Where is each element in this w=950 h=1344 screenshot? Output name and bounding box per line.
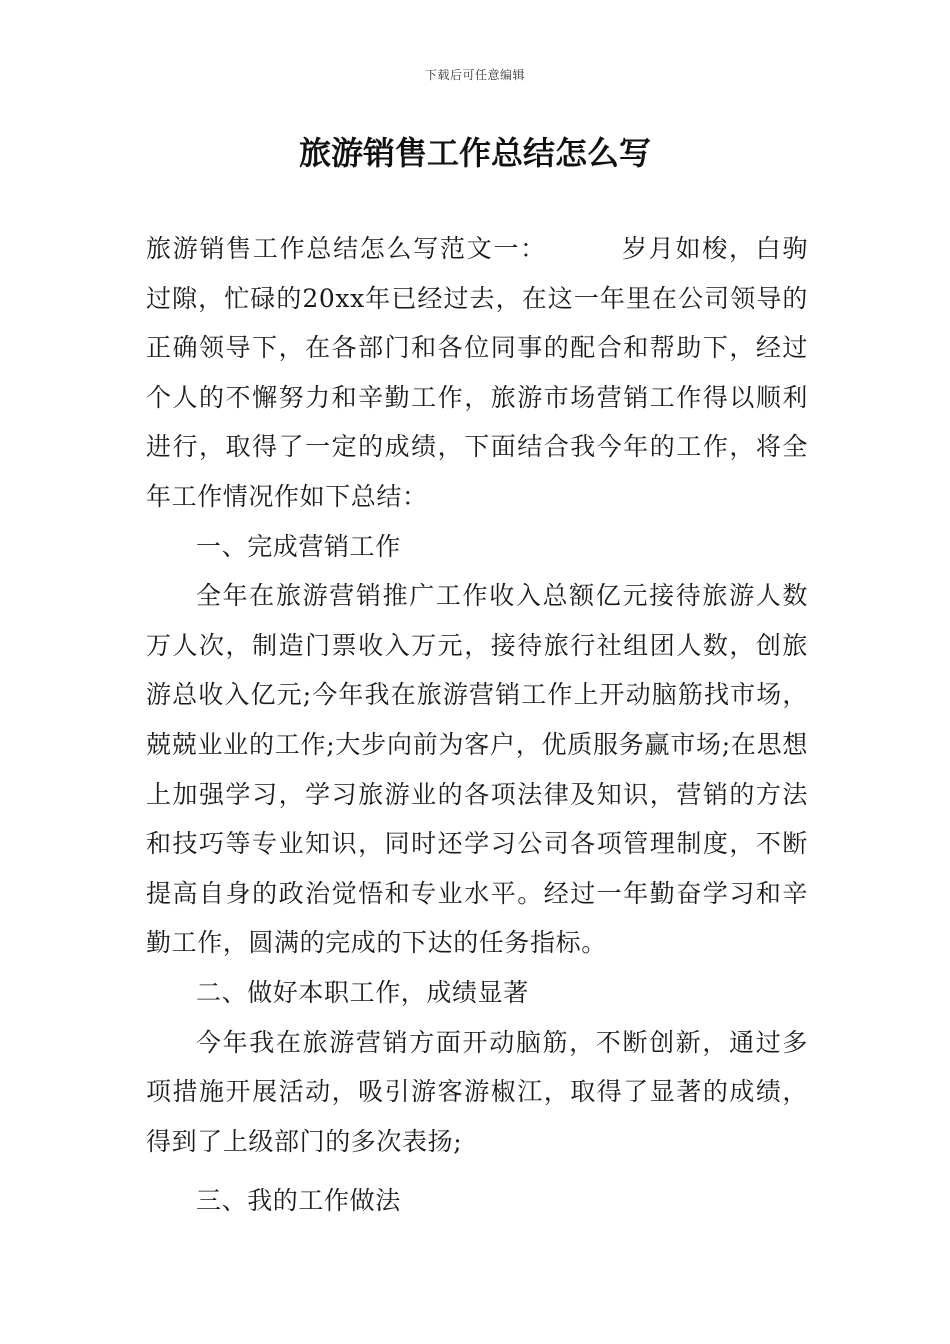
document-title: 旅游销售工作总结怎么写 — [298, 134, 651, 172]
intro-text: 岁月如梭，白驹过隙，忙碌的20xx年已经过去，在这一年里在公司领导的正确领导下，在各部门和各位同事的配合和帮助下，经过个人的不懈努力和辛勤工作，旅游市场营销工作得以顺利进行，取得了一定的成绩，下面结合我今年的工作，将全年工作情况作如下总结： — [146, 234, 808, 511]
section-heading-1: 一、完成营销工作 — [196, 531, 401, 561]
intro-lead: 旅游销售工作总结怎么写范文一： — [146, 234, 547, 263]
document-body — [146, 224, 808, 1226]
header-note: 下载后可任意编辑 — [424, 68, 525, 82]
intro-paragraph — [146, 224, 808, 522]
section-heading-2: 二、做好本职工作，成绩显著 — [196, 977, 529, 1007]
section-paragraph-2: 今年我在旅游营销方面开动脑筋，不断创新，通过多项措施开展活动，吸引游客游椒江，取得了显著的成绩，得到了上级部门的多次表扬; — [146, 1027, 808, 1156]
section-paragraph-1: 全年在旅游营销推广工作收入总额亿元接待旅游人数万人次，制造门票收入万元，接待旅行社组团人数，创旅游总收入亿元;今年我在旅游营销工作上开动脑筋找市场，兢兢业业的工作;大步向前为客户，优质服务赢市场;在思想上加强学习，学习旅游业的各项法律及知识，营销的方法和技巧等专业知识，同时还学习公司各项管理制度，不断提高自身的政治觉悟和专业水平。经过一年勤奋学习和辛勤工作，圆满的完成的下达的任务指标。 — [146, 581, 808, 958]
section-heading-3: 三、我的工作做法 — [196, 1186, 401, 1216]
